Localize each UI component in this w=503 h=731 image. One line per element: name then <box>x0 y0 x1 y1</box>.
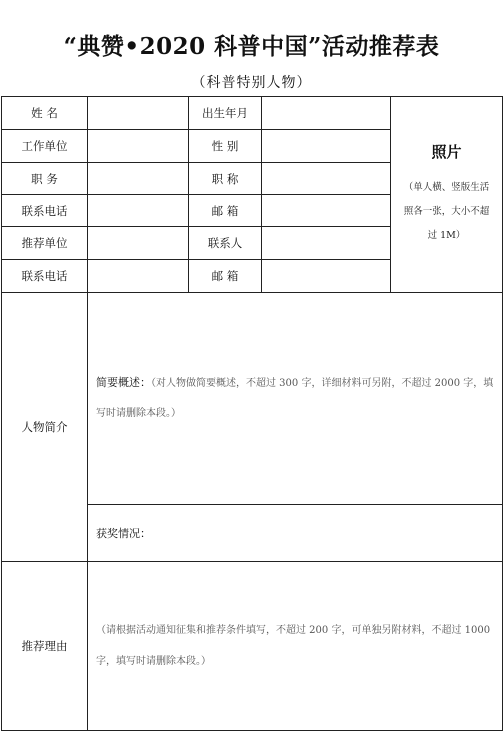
gender-label: 性 别 <box>189 130 262 163</box>
gender-field[interactable] <box>262 130 391 163</box>
profile-summary-field[interactable] <box>88 293 503 505</box>
name-label: 姓 名 <box>2 97 88 130</box>
contact-email-label: 邮 箱 <box>189 260 262 293</box>
awards-label: 获奖情况： <box>96 527 151 540</box>
recommending-unit-label: 推荐单位 <box>2 227 88 260</box>
form-title: “典赞•2020 科普中国”活动推荐表 <box>63 33 440 60</box>
contact-email-field[interactable] <box>262 260 391 293</box>
profile-label: 人物简介 <box>2 293 88 562</box>
awards-field[interactable] <box>88 505 503 562</box>
form-subtitle: （科普特别人物） <box>191 75 312 91</box>
email-label: 邮 箱 <box>189 195 262 227</box>
name-field[interactable] <box>88 97 189 130</box>
photo-note: （单人横、竖版生活照各一张，大小不超过 1M） <box>403 182 490 241</box>
work-unit-field[interactable] <box>88 130 189 163</box>
email-field[interactable] <box>262 195 391 227</box>
work-unit-label: 工作单位 <box>2 130 88 163</box>
contact-person-label: 联系人 <box>189 227 262 260</box>
summary-hint: （对人物做简要概述，不超过 300 字，详细材料可另附，不超过 2000 字，填写时请删除本段。） <box>96 378 494 419</box>
contact-person-field[interactable] <box>262 227 391 260</box>
reason-label: 推荐理由 <box>2 562 88 731</box>
reason-field[interactable] <box>88 562 503 731</box>
position-field[interactable] <box>88 163 189 195</box>
recommending-unit-field[interactable] <box>88 227 189 260</box>
phone-label: 联系电话 <box>2 195 88 227</box>
reason-hint: （请根据活动通知征集和推荐条件填写，不超过 200 字，可单独另附材料，不超过 1000 字，填写时请删除本段。） <box>96 625 491 667</box>
photo-title: 照片 <box>431 143 462 161</box>
position-label: 职 务 <box>2 163 88 195</box>
phone-field[interactable] <box>88 195 189 227</box>
profile-summary-text <box>88 368 502 429</box>
contact-phone-label: 联系电话 <box>2 260 88 293</box>
birth-date-field[interactable] <box>262 97 391 130</box>
title-rank-label: 职 称 <box>189 163 262 195</box>
recommendation-form-table <box>1 96 503 731</box>
title-rank-field[interactable] <box>262 163 391 195</box>
summary-lead: 简要概述： <box>96 376 151 389</box>
contact-phone-field[interactable] <box>88 260 189 293</box>
birth-date-label: 出生年月 <box>189 97 262 130</box>
photo-cell[interactable] <box>391 97 503 293</box>
